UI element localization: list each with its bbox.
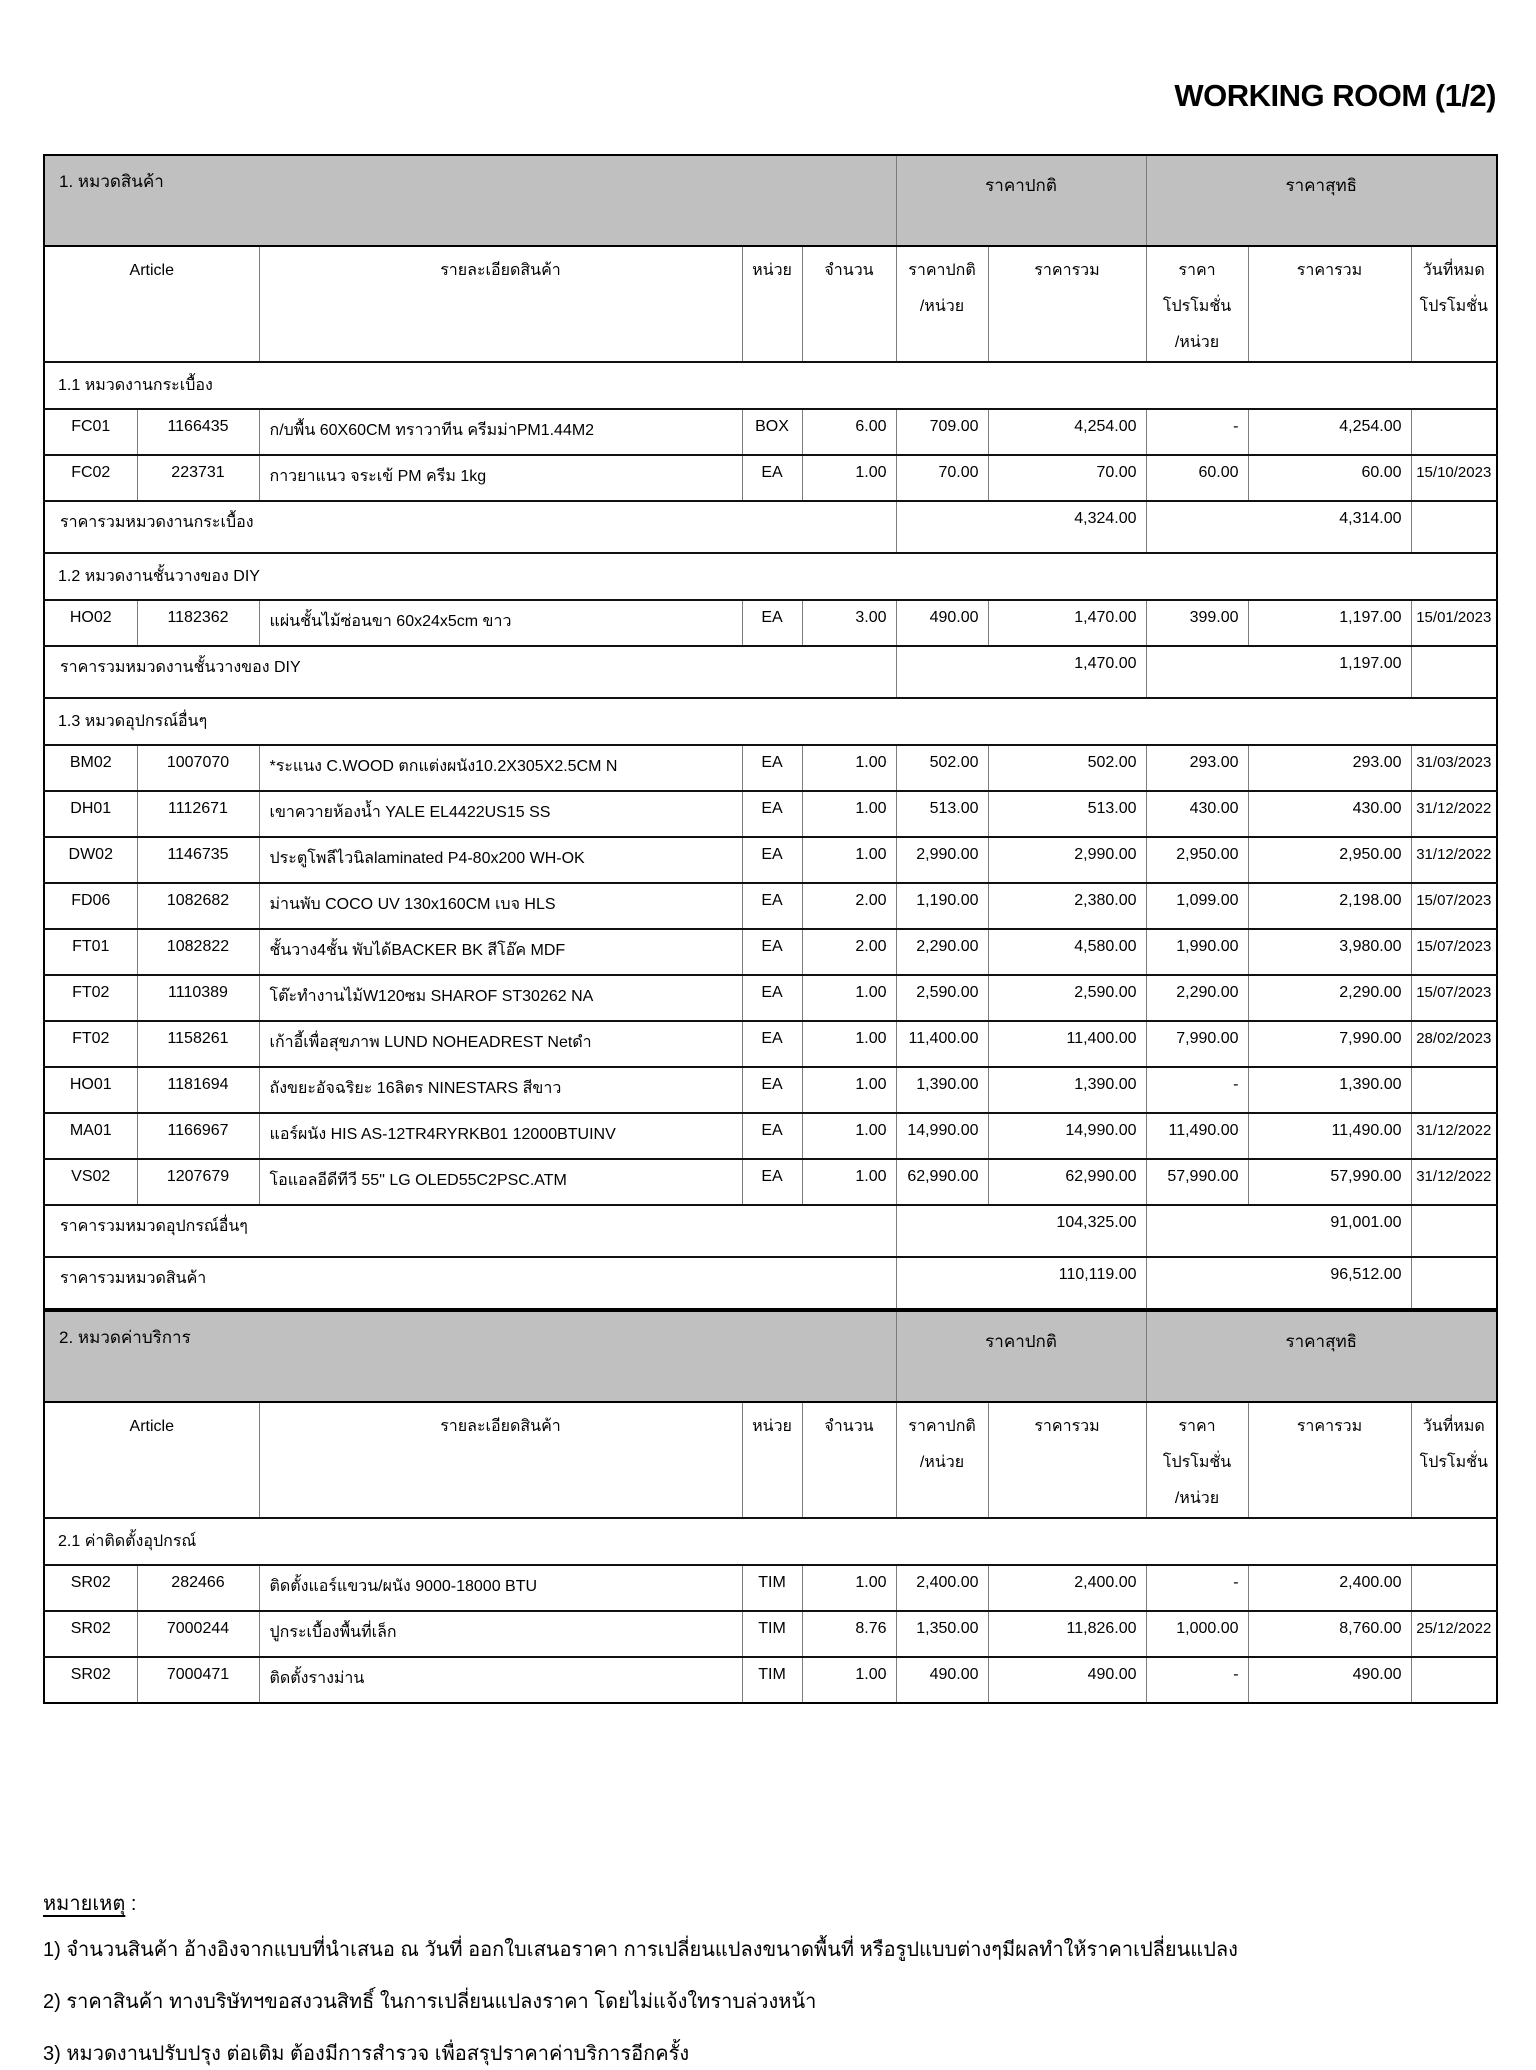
group-title: 2. หมวดค่าบริการ (44, 1311, 896, 1402)
item-code-cell: FT02 (44, 1021, 137, 1067)
item-row (44, 1021, 1497, 1067)
unit-cell: EA (742, 975, 802, 1021)
item-row (44, 837, 1497, 883)
description-cell: ปูกระเบื้องพื้นที่เล็ก (259, 1611, 742, 1657)
item-code-cell: SR02 (44, 1657, 137, 1703)
section-subtotal (44, 1205, 1497, 1257)
article-number-cell: 223731 (137, 455, 259, 501)
note-line-2: 2) ราคาสินค้า ทางบริษัทฯขอสงวนสิทธิ์ ในการเปลี่ยนแปลงราคา โดยไม่แจ้งใทราบล่วงหน้า (43, 1991, 817, 2013)
section-subtotal (44, 501, 1497, 553)
normal-total-column-header: ราคารวม (988, 246, 1146, 362)
article-number-cell: 1110389 (137, 975, 259, 1021)
unit-cell: EA (742, 1067, 802, 1113)
promo-unit-price-column-header: ราคา โปรโมชั่น /หน่วย (1146, 1402, 1248, 1518)
unit-column-header: หน่วย (742, 1402, 802, 1518)
quantity-cell: 6.00 (802, 409, 896, 455)
unit-cell: EA (742, 883, 802, 929)
net-total-cell: 2,400.00 (1248, 1565, 1411, 1611)
normal-total-cell: 2,380.00 (988, 883, 1146, 929)
unit-cell: TIM (742, 1657, 802, 1703)
unit-cell: EA (742, 791, 802, 837)
net-total-cell: 293.00 (1248, 745, 1411, 791)
article-number-cell: 282466 (137, 1565, 259, 1611)
promo-unit-price-cell: - (1146, 1067, 1248, 1113)
article-number-cell: 1082682 (137, 883, 259, 929)
item-code-cell: FC01 (44, 409, 137, 455)
article-number-cell: 1166435 (137, 409, 259, 455)
promo-unit-price-cell: 60.00 (1146, 455, 1248, 501)
description-cell: *ระแนง C.WOOD ตกแต่งผนัง10.2X305X2.5CM N (259, 745, 742, 791)
normal-unit-price-cell: 1,190.00 (896, 883, 988, 929)
promo-end-date-cell (1411, 1657, 1497, 1703)
section-subtotal (44, 646, 1497, 698)
column-header-row (44, 1402, 1497, 1518)
section-title: 2.1 ค่าติดตั้งอุปกรณ์ (44, 1518, 1497, 1565)
article-number-cell: 1146735 (137, 837, 259, 883)
normal-unit-price-cell: 14,990.00 (896, 1113, 988, 1159)
unit-cell: EA (742, 1113, 802, 1159)
normal-unit-price-cell: 1,390.00 (896, 1067, 988, 1113)
description-cell: เก้าอี้เพื่อสุขภาพ LUND NOHEADREST Netดำ (259, 1021, 742, 1067)
section-header-row (44, 553, 1497, 600)
normal-unit-price-cell: 513.00 (896, 791, 988, 837)
item-row (44, 600, 1497, 646)
promo-end-date-cell: 15/07/2023 (1411, 975, 1497, 1021)
article-column-header: Article (44, 246, 259, 362)
quantity-cell: 1.00 (802, 791, 896, 837)
normal-total-cell: 502.00 (988, 745, 1146, 791)
products-table (43, 154, 1498, 1310)
net-total-cell: 3,980.00 (1248, 929, 1411, 975)
article-number-cell: 1082822 (137, 929, 259, 975)
description-cell: โอแอลอีดีทีวี 55" LG OLED55C2PSC.ATM (259, 1159, 742, 1205)
quantity-cell: 3.00 (802, 600, 896, 646)
item-row (44, 1067, 1497, 1113)
promo-end-date-cell (1411, 1565, 1497, 1611)
promo-unit-price-cell: 399.00 (1146, 600, 1248, 646)
normal-price-group-label: ราคาปกติ (896, 1311, 1146, 1402)
item-code-cell: SR02 (44, 1611, 137, 1657)
item-code-cell: FT02 (44, 975, 137, 1021)
services-table (43, 1310, 1498, 1704)
item-row (44, 791, 1497, 837)
grand-total-net-total: 96,512.00 (1146, 1257, 1411, 1309)
promo-unit-price-cell: 1,099.00 (1146, 883, 1248, 929)
normal-unit-price-cell: 1,350.00 (896, 1611, 988, 1657)
net-total-cell: 57,990.00 (1248, 1159, 1411, 1205)
unit-cell: TIM (742, 1565, 802, 1611)
promo-end-date-cell: 31/12/2022 (1411, 1159, 1497, 1205)
grand-total-label: ราคารวมหมวดสินค้า (44, 1257, 896, 1309)
normal-total-cell: 513.00 (988, 791, 1146, 837)
description-column-header: รายละเอียดสินค้า (259, 1402, 742, 1518)
net-total-cell: 4,254.00 (1248, 409, 1411, 455)
quantity-cell: 1.00 (802, 1067, 896, 1113)
promo-unit-price-cell: 1,000.00 (1146, 1611, 1248, 1657)
item-code-cell: HO01 (44, 1067, 137, 1113)
section-header-row (44, 1518, 1497, 1565)
net-total-cell: 2,290.00 (1248, 975, 1411, 1021)
promo-end-date-cell: 25/12/2022 (1411, 1611, 1497, 1657)
notes-title (43, 1887, 1496, 1919)
normal-unit-price-cell: 2,400.00 (896, 1565, 988, 1611)
normal-total-cell: 4,580.00 (988, 929, 1146, 975)
unit-cell: EA (742, 600, 802, 646)
description-cell: แผ่นชั้นไม้ซ่อนขา 60x24x5cm ขาว (259, 600, 742, 646)
normal-unit-price-cell: 502.00 (896, 745, 988, 791)
net-total-cell: 2,198.00 (1248, 883, 1411, 929)
item-code-cell: DW02 (44, 837, 137, 883)
table-group-header-row (44, 155, 1497, 246)
promo-end-date-cell: 15/07/2023 (1411, 929, 1497, 975)
grand-total (44, 1257, 1497, 1309)
normal-unit-price-column-header: ราคาปกติ /หน่วย (896, 1402, 988, 1518)
net-total-column-header: ราคารวม (1248, 1402, 1411, 1518)
article-number-cell: 1007070 (137, 745, 259, 791)
normal-unit-price-cell: 490.00 (896, 600, 988, 646)
promo-end-date-cell: 15/07/2023 (1411, 883, 1497, 929)
description-cell: แอร์ผนัง HIS AS-12TR4RYRKB01 12000BTUINV (259, 1113, 742, 1159)
promo-end-date-cell: 15/01/2023 (1411, 600, 1497, 646)
section-subtotal-date-spacer (1411, 501, 1497, 553)
article-number-cell: 7000244 (137, 1611, 259, 1657)
section-title: 1.3 หมวดอุปกรณ์อื่นๆ (44, 698, 1497, 745)
net-total-cell: 1,197.00 (1248, 600, 1411, 646)
unit-cell: EA (742, 1159, 802, 1205)
promo-end-date-cell: 31/03/2023 (1411, 745, 1497, 791)
article-number-cell: 1112671 (137, 791, 259, 837)
item-row (44, 929, 1497, 975)
promo-unit-price-cell: 293.00 (1146, 745, 1248, 791)
quantity-cell: 1.00 (802, 1565, 896, 1611)
promo-end-date-cell: 28/02/2023 (1411, 1021, 1497, 1067)
description-cell: ชั้นวาง4ชั้น พับได้BACKER BK สีโอ๊ค MDF (259, 929, 742, 975)
item-row (44, 1611, 1497, 1657)
promo-unit-price-cell: 57,990.00 (1146, 1159, 1248, 1205)
normal-total-cell: 1,390.00 (988, 1067, 1146, 1113)
column-header-row (44, 246, 1497, 362)
promo-unit-price-cell: - (1146, 1657, 1248, 1703)
quantity-cell: 2.00 (802, 883, 896, 929)
item-row (44, 409, 1497, 455)
net-total-column-header: ราคารวม (1248, 246, 1411, 362)
normal-unit-price-cell: 709.00 (896, 409, 988, 455)
unit-cell: BOX (742, 409, 802, 455)
unit-cell: EA (742, 837, 802, 883)
normal-total-cell: 2,990.00 (988, 837, 1146, 883)
section-subtotal-date-spacer (1411, 1205, 1497, 1257)
normal-total-column-header: ราคารวม (988, 1402, 1146, 1518)
item-row (44, 1113, 1497, 1159)
net-price-group-label: ราคาสุทธิ (1146, 155, 1497, 246)
group-title: 1. หมวดสินค้า (44, 155, 896, 246)
unit-cell: EA (742, 745, 802, 791)
promo-end-date-cell: 31/12/2022 (1411, 791, 1497, 837)
description-cell: ประตูโพลีไวนิลlaminated P4-80x200 WH-OK (259, 837, 742, 883)
net-total-cell: 60.00 (1248, 455, 1411, 501)
normal-total-cell: 70.00 (988, 455, 1146, 501)
normal-price-group-label: ราคาปกติ (896, 155, 1146, 246)
net-total-cell: 430.00 (1248, 791, 1411, 837)
quantity-cell: 1.00 (802, 1657, 896, 1703)
unit-cell: EA (742, 1021, 802, 1067)
promo-unit-price-cell: - (1146, 409, 1248, 455)
grand-total-normal-total: 110,119.00 (896, 1257, 1146, 1309)
note-line-3: 3) หมวดงานปรับปรุง ต่อเติม ต้องมีการสำรวจ เพื่อสรุปราคาค่าบริการอีกครั้ง (43, 2043, 690, 2065)
description-column-header: รายละเอียดสินค้า (259, 246, 742, 362)
promo-unit-price-cell: 1,990.00 (1146, 929, 1248, 975)
item-code-cell: FT01 (44, 929, 137, 975)
normal-unit-price-column-header: ราคาปกติ /หน่วย (896, 246, 988, 362)
normal-total-cell: 11,826.00 (988, 1611, 1146, 1657)
item-row (44, 1657, 1497, 1703)
page-title: WORKING ROOM (1/2) (1174, 78, 1496, 113)
item-row (44, 1565, 1497, 1611)
description-cell: ม่านพับ COCO UV 130x160CM เบจ HLS (259, 883, 742, 929)
item-row (44, 975, 1497, 1021)
promo-end-date-column-header: วันที่หมด โปรโมชั่น (1411, 246, 1497, 362)
promo-end-date-cell: 31/12/2022 (1411, 837, 1497, 883)
article-number-cell: 7000471 (137, 1657, 259, 1703)
normal-total-cell: 14,990.00 (988, 1113, 1146, 1159)
notes-heading: หมายเหตุ (43, 1893, 126, 1915)
promo-unit-price-cell: 11,490.00 (1146, 1113, 1248, 1159)
promo-end-date-cell: 31/12/2022 (1411, 1113, 1497, 1159)
item-code-cell: FD06 (44, 883, 137, 929)
notes-section (43, 1887, 1496, 2070)
section-subtotal-date-spacer (1411, 646, 1497, 698)
article-number-cell: 1182362 (137, 600, 259, 646)
item-code-cell: VS02 (44, 1159, 137, 1205)
promo-unit-price-cell: 2,290.00 (1146, 975, 1248, 1021)
item-row (44, 455, 1497, 501)
item-row (44, 1159, 1497, 1205)
net-total-cell: 490.00 (1248, 1657, 1411, 1703)
normal-total-cell: 490.00 (988, 1657, 1146, 1703)
quantity-cell: 2.00 (802, 929, 896, 975)
net-total-cell: 1,390.00 (1248, 1067, 1411, 1113)
normal-unit-price-cell: 2,590.00 (896, 975, 988, 1021)
net-total-cell: 7,990.00 (1248, 1021, 1411, 1067)
section-subtotal-normal-total: 104,325.00 (896, 1205, 1146, 1257)
quantity-cell: 8.76 (802, 1611, 896, 1657)
note-line-1: 1) จำนวนสินค้า อ้างอิงจากแบบที่นำเสนอ ณ วันที่ ออกใบเสนอราคา การเปลี่ยนแปลงขนาดพื้นที่ หรือรูปแบบต่างๆมีผลทำให้ราคาเปลี่ยนแปลง (43, 1939, 1238, 1961)
item-code-cell: HO02 (44, 600, 137, 646)
unit-cell: EA (742, 455, 802, 501)
net-total-cell: 2,950.00 (1248, 837, 1411, 883)
description-cell: เขาควายห้องน้ำ YALE EL4422US15 SS (259, 791, 742, 837)
promo-end-date-cell (1411, 409, 1497, 455)
section-subtotal-label: ราคารวมหมวดอุปกรณ์อื่นๆ (44, 1205, 896, 1257)
normal-unit-price-cell: 62,990.00 (896, 1159, 988, 1205)
normal-total-cell: 62,990.00 (988, 1159, 1146, 1205)
section-header-row (44, 698, 1497, 745)
item-code-cell: FC02 (44, 455, 137, 501)
item-row (44, 883, 1497, 929)
quantity-cell: 1.00 (802, 455, 896, 501)
article-number-cell: 1166967 (137, 1113, 259, 1159)
section-header-row (44, 362, 1497, 409)
item-code-cell: BM02 (44, 745, 137, 791)
quantity-cell: 1.00 (802, 745, 896, 791)
table-group-header-row (44, 1311, 1497, 1402)
promo-end-date-cell (1411, 1067, 1497, 1113)
normal-total-cell: 2,400.00 (988, 1565, 1146, 1611)
normal-unit-price-cell: 70.00 (896, 455, 988, 501)
promo-unit-price-column-header: ราคา โปรโมชั่น /หน่วย (1146, 246, 1248, 362)
normal-total-cell: 11,400.00 (988, 1021, 1146, 1067)
section-subtotal-normal-total: 1,470.00 (896, 646, 1146, 698)
item-code-cell: MA01 (44, 1113, 137, 1159)
description-cell: ติดตั้งรางม่าน (259, 1657, 742, 1703)
quantity-cell: 1.00 (802, 975, 896, 1021)
unit-column-header: หน่วย (742, 246, 802, 362)
normal-unit-price-cell: 490.00 (896, 1657, 988, 1703)
section-subtotal-net-total: 91,001.00 (1146, 1205, 1411, 1257)
description-cell: ถังขยะอัจฉริยะ 16ลิตร NINESTARS สีขาว (259, 1067, 742, 1113)
quantity-cell: 1.00 (802, 1113, 896, 1159)
promo-end-date-cell: 15/10/2023 (1411, 455, 1497, 501)
promo-unit-price-cell: 2,950.00 (1146, 837, 1248, 883)
description-cell: กาวยาแนว จระเข้ PM ครีม 1kg (259, 455, 742, 501)
quotation-tables (43, 154, 1496, 1704)
promo-end-date-column-header: วันที่หมด โปรโมชั่น (1411, 1402, 1497, 1518)
net-total-cell: 8,760.00 (1248, 1611, 1411, 1657)
article-number-cell: 1207679 (137, 1159, 259, 1205)
net-price-group-label: ราคาสุทธิ (1146, 1311, 1497, 1402)
description-cell: ติดตั้งแอร์แขวน/ผนัง 9000-18000 BTU (259, 1565, 742, 1611)
notes-heading-colon: : (125, 1893, 137, 1915)
section-title: 1.2 หมวดงานชั้นวางของ DIY (44, 553, 1497, 600)
article-column-header: Article (44, 1402, 259, 1518)
section-subtotal-net-total: 1,197.00 (1146, 646, 1411, 698)
description-cell: โต๊ะทำงานไม้W120ซม SHAROF ST30262 NA (259, 975, 742, 1021)
section-subtotal-label: ราคารวมหมวดงานชั้นวางของ DIY (44, 646, 896, 698)
quantity-cell: 1.00 (802, 837, 896, 883)
normal-unit-price-cell: 2,990.00 (896, 837, 988, 883)
article-number-cell: 1158261 (137, 1021, 259, 1067)
section-subtotal-normal-total: 4,324.00 (896, 501, 1146, 553)
quantity-cell: 1.00 (802, 1021, 896, 1067)
quantity-cell: 1.00 (802, 1159, 896, 1205)
net-total-cell: 11,490.00 (1248, 1113, 1411, 1159)
article-number-cell: 1181694 (137, 1067, 259, 1113)
normal-total-cell: 2,590.00 (988, 975, 1146, 1021)
description-cell: ก/บพื้น 60X60CM ทราวาทีน ครีมม่าPM1.44M2 (259, 409, 742, 455)
section-subtotal-label: ราคารวมหมวดงานกระเบื้อง (44, 501, 896, 553)
normal-total-cell: 4,254.00 (988, 409, 1146, 455)
grand-total-date-spacer (1411, 1257, 1497, 1309)
quantity-column-header: จำนวน (802, 1402, 896, 1518)
normal-unit-price-cell: 2,290.00 (896, 929, 988, 975)
item-row (44, 745, 1497, 791)
promo-unit-price-cell: 430.00 (1146, 791, 1248, 837)
promo-unit-price-cell: - (1146, 1565, 1248, 1611)
unit-cell: EA (742, 929, 802, 975)
section-subtotal-net-total: 4,314.00 (1146, 501, 1411, 553)
unit-cell: TIM (742, 1611, 802, 1657)
normal-total-cell: 1,470.00 (988, 600, 1146, 646)
item-code-cell: DH01 (44, 791, 137, 837)
promo-unit-price-cell: 7,990.00 (1146, 1021, 1248, 1067)
normal-unit-price-cell: 11,400.00 (896, 1021, 988, 1067)
quantity-column-header: จำนวน (802, 246, 896, 362)
section-title: 1.1 หมวดงานกระเบื้อง (44, 362, 1497, 409)
item-code-cell: SR02 (44, 1565, 137, 1611)
